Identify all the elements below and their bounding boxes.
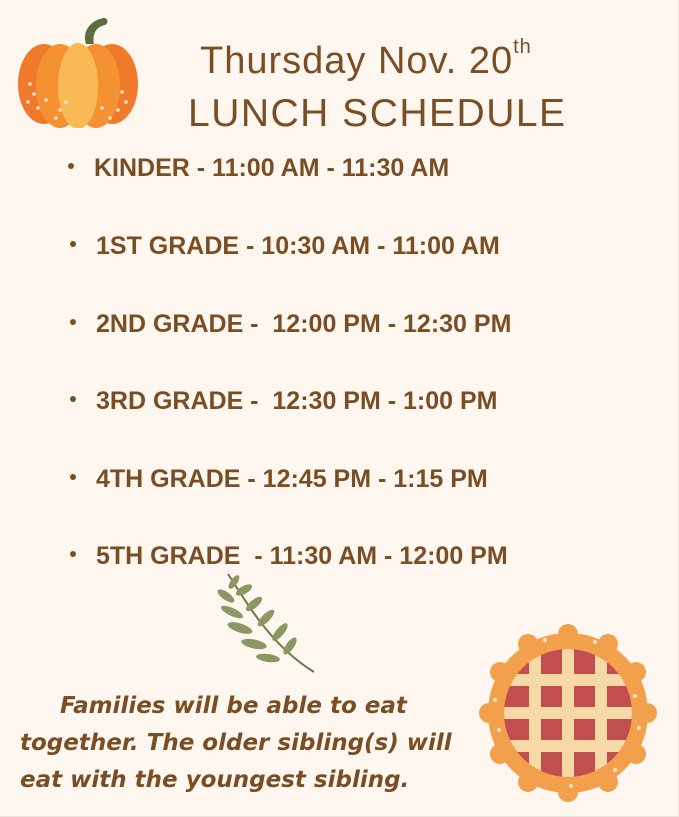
title-date-suffix: th <box>513 36 532 59</box>
note-line-3: eat with the youngest sibling. <box>20 767 410 793</box>
bullet-icon <box>70 241 76 247</box>
schedule-item-1st-grade <box>70 232 500 261</box>
bullet-icon <box>70 474 76 480</box>
schedule-item-5th-grade <box>70 542 508 571</box>
schedule-item-label: KINDER - 11:00 AM - 11:30 AM <box>94 154 450 182</box>
page-title-subtitle: LUNCH SCHEDULE <box>188 92 567 135</box>
note-line-2: together. The older sibling(s) will <box>20 730 452 756</box>
bullet-icon <box>68 163 74 169</box>
pumpkin-icon <box>16 14 140 128</box>
schedule-item-label: 1ST GRADE - 10:30 AM - 11:00 AM <box>96 232 500 260</box>
page-title-date <box>200 36 532 83</box>
schedule-item-label: 4TH GRADE - 12:45 PM - 1:15 PM <box>96 465 488 493</box>
schedule-item-label: 5TH GRADE - 11:30 AM - 12:00 PM <box>96 542 508 570</box>
bullet-icon <box>70 551 76 557</box>
families-note <box>20 688 470 799</box>
bullet-icon <box>70 319 76 325</box>
note-text-1: Families will be able to eat <box>60 693 407 719</box>
pie-icon <box>475 620 661 806</box>
title-date-text: Thursday Nov. 20 <box>200 40 514 82</box>
bullet-icon <box>70 396 76 402</box>
schedule-item-2nd-grade <box>70 310 511 339</box>
note-line-1 <box>20 688 470 725</box>
schedule-item-4th-grade <box>70 465 488 494</box>
schedule-item-label: 2ND GRADE - 12:00 PM - 12:30 PM <box>96 310 512 338</box>
schedule-item-label: 3RD GRADE - 12:30 PM - 1:00 PM <box>96 387 498 415</box>
schedule-item-kinder <box>68 154 449 183</box>
leaf-icon <box>210 568 322 680</box>
schedule-item-3rd-grade <box>70 387 498 416</box>
